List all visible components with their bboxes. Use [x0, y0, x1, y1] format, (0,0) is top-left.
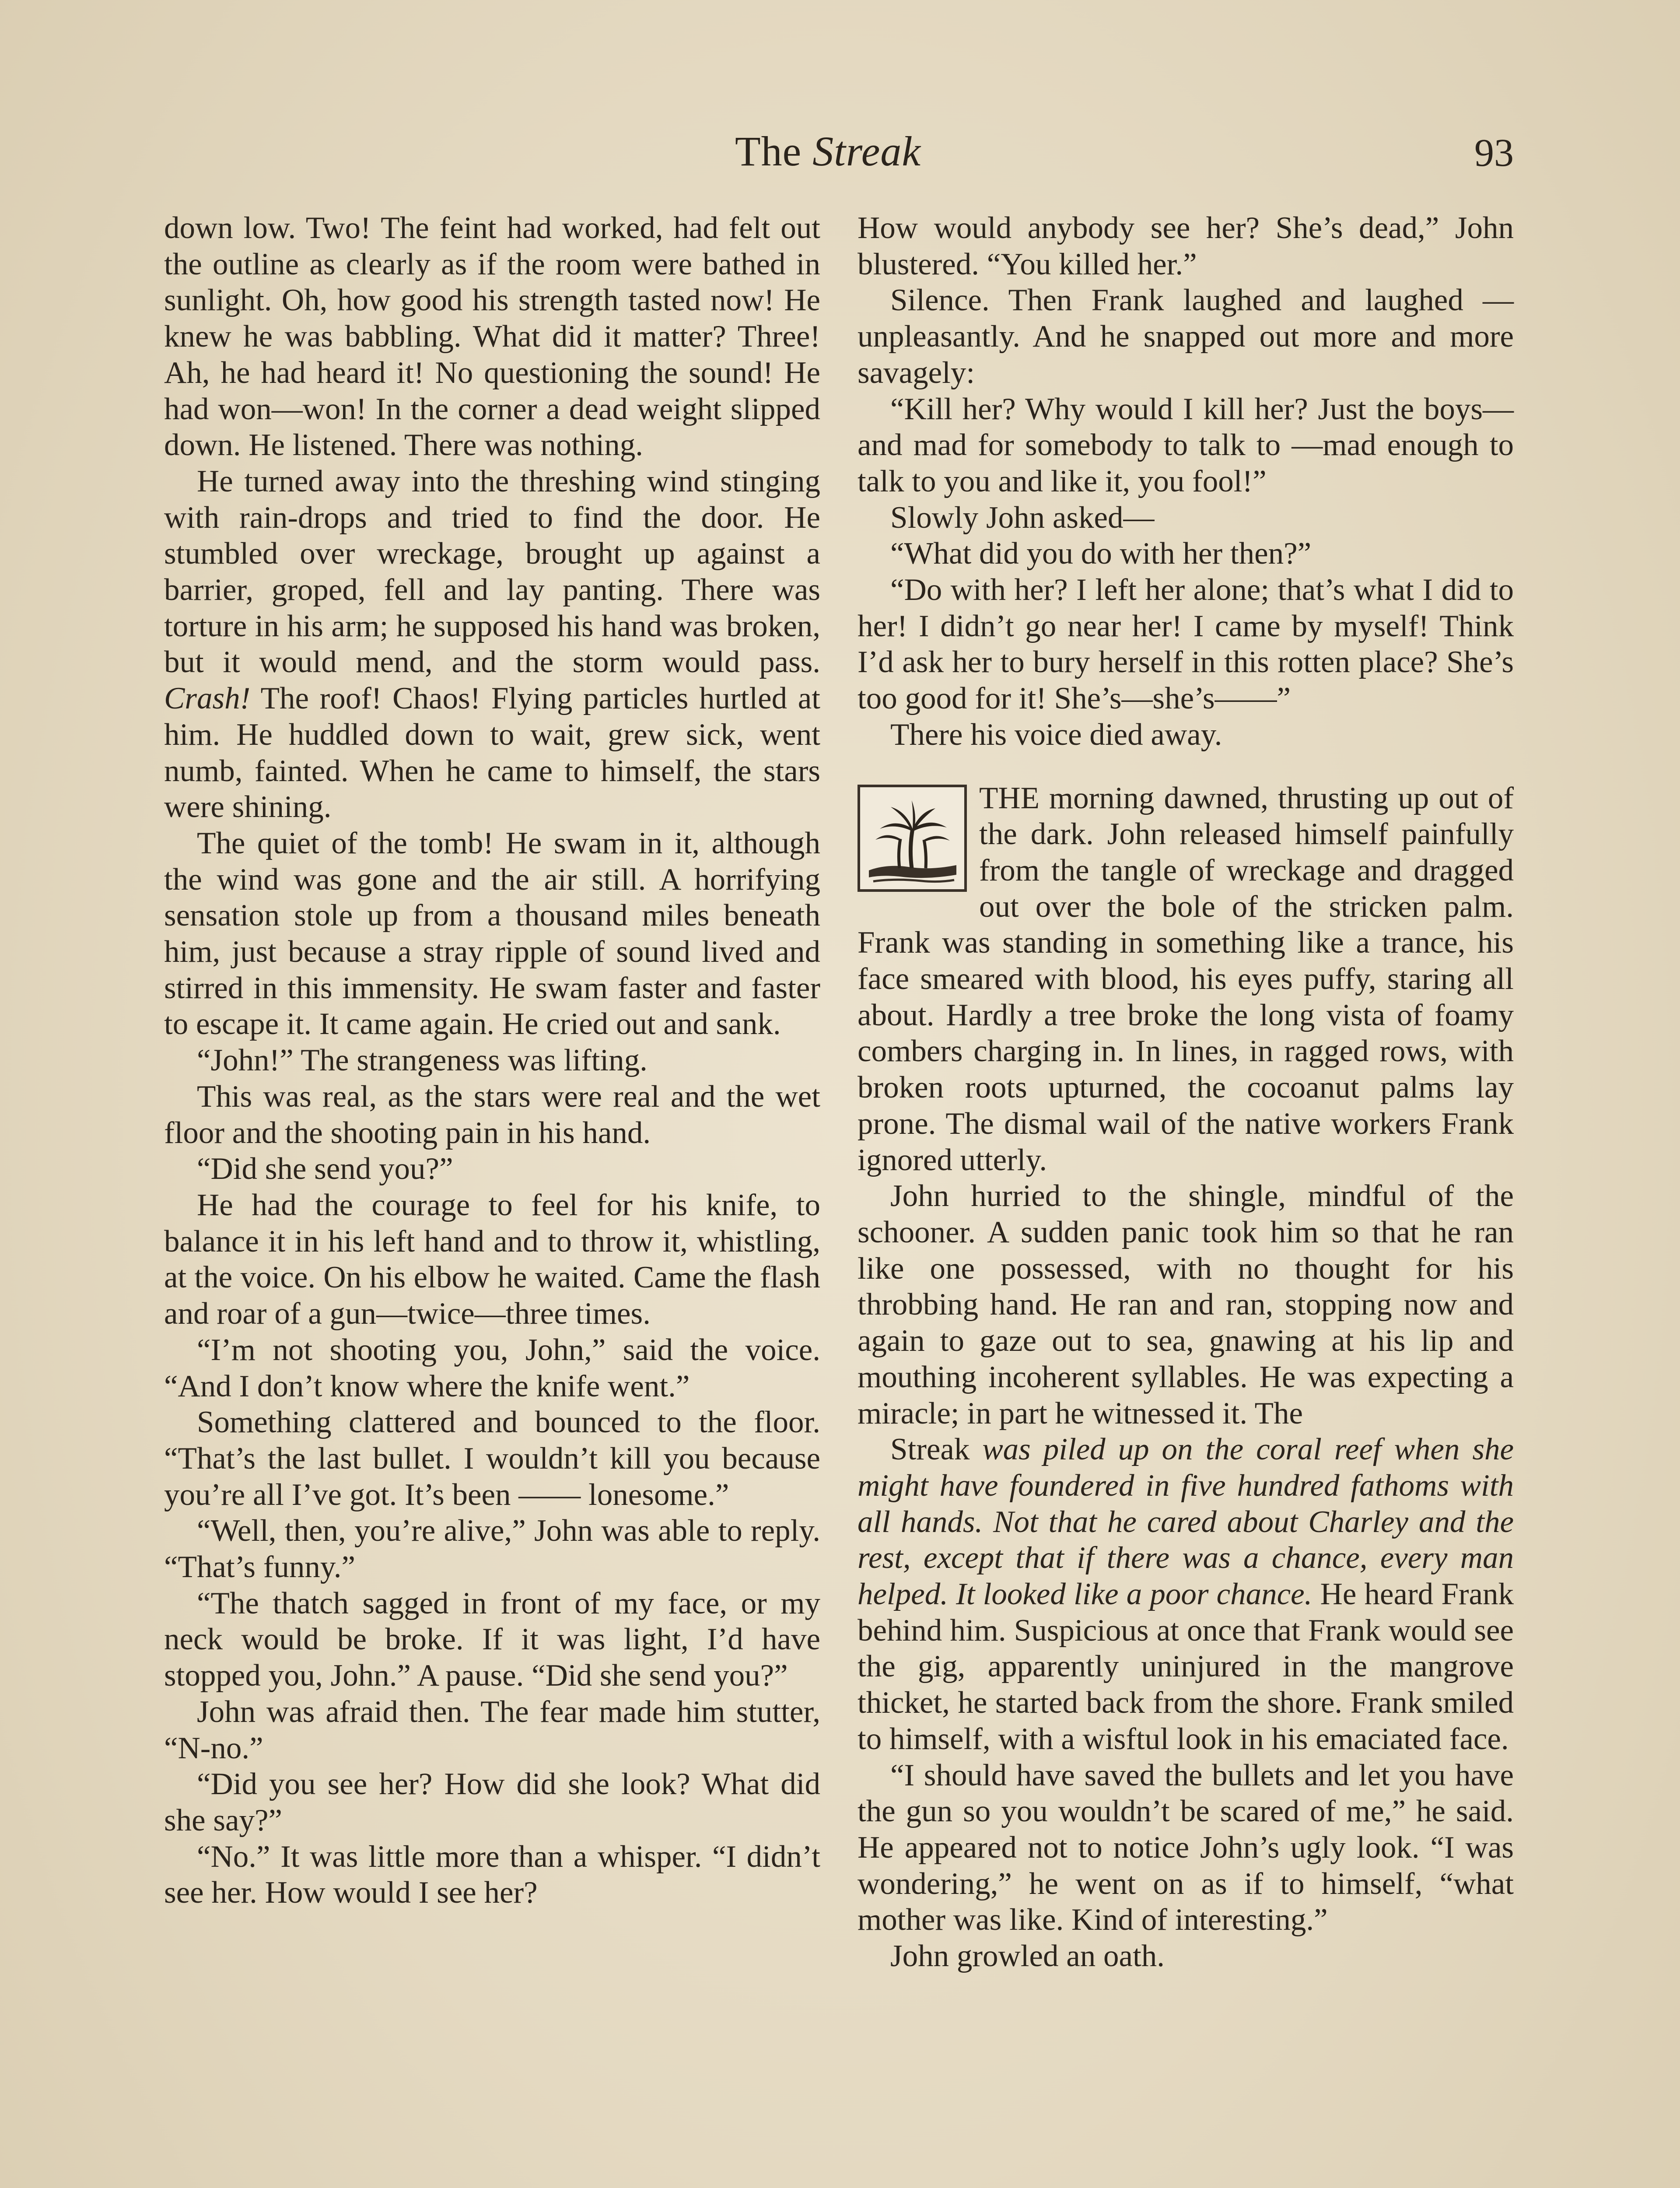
page-number: 93: [1474, 131, 1514, 175]
paragraph-text: He turned away into the threshing wind stinging with rain-drops and tried to find the door. He stumbled over wreckage, brought up against a barrier, groped, fell and lay panting. There was torture in his arm; he supposed his hand was broken, but it would mend, and the storm would pass.: [164, 464, 820, 680]
palm-tree-illustration: [860, 787, 964, 889]
paragraph: “Do with her? I left her alone; that’s what I did to her! I didn’t go near her! I came by myself! Think I’d ask her to bury herself in this rotten place? She’s too good for it! She’s—she’s——”: [858, 573, 1514, 716]
section-start: [858, 780, 1514, 1178]
paragraph: “The thatch sagged in front of my face, or my neck would be broke. If it was light, I’d have stopped you, John.” A pause. “Did she send you?”: [164, 1586, 820, 1693]
italic-word: was piled up on the coral reef when she might have foundered in five hundred fathoms with all hands. Not that he cared about Charley and the rest, except that if there was a chance, every man helped. It looked like a poor chance.: [858, 1432, 1514, 1612]
paragraph: John was afraid then. The fear made him stutter, “N-no.”: [164, 1694, 820, 1765]
running-title-streak: Streak: [812, 128, 921, 175]
paragraph: [164, 463, 820, 825]
paragraph: Silence. Then Frank laughed and laughed —unpleasantly. And he snapped out more and more savagely:: [858, 283, 1514, 390]
paragraph-text: The roof! Chaos! Flying particles hurtled at him. He huddled down to wait, grew sick, went numb, fainted. When he came to himself, the stars were shining.: [164, 681, 820, 824]
paragraph: [858, 1431, 1514, 1757]
paragraph: “What did you do with her then?”: [890, 536, 1312, 571]
paragraph: John hurried to the shingle, mindful of the schooner. A sudden panic took him so that he ran like one possessed, with no thought for his throbbing hand. He ran and ran, stopping now and again to gaze out to sea, gnawing at his lip and mouthing incoherent syllables. He was expecting a miracle; in part he witnessed it. The: [858, 1179, 1514, 1431]
paragraph: How would anybody see her? She’s dead,” John blustered. “You killed her.”: [858, 211, 1514, 281]
paragraph: “Did she send you?”: [197, 1152, 453, 1186]
italic-word: Crash!: [164, 681, 251, 716]
right-column: [858, 210, 1514, 1974]
paragraph: There his voice died away.: [890, 717, 1222, 752]
paragraph: down low. Two! The feint had worked, had felt out the outline as clearly as if the room were bathed in sunlight. Oh, how good his strength tasted now! He knew he was babbling. What did it matter? Three! Ah, he had heard it! No questioning the sound! He had won—won! In the corner a dead weight slipped down. He listened. There was nothing.: [164, 211, 820, 463]
paragraph-text: Streak: [890, 1432, 970, 1467]
paragraph: Something clattered and bounced to the floor. “That’s the last bullet. I wouldn’t kill you because you’re all I’ve got. It’s been —— lonesome.”: [164, 1405, 820, 1512]
paragraph: John growled an oath.: [890, 1939, 1165, 1974]
paragraph: THE morning dawned, thrusting up out of the dark. John released himself painfully from the tangle of wreckage and dragged out over the bole of the stricken palm. Frank was standing in something like a trance, his face smeared with blood, his eyes puffy, staring all about. Hardly a tree broke the long vista of foamy combers charging in. In lines, in ragged rows, with broken roots upturned, the cocoanut palms lay prone. The dismal wail of the native workers Frank ignored utterly.: [858, 781, 1514, 1177]
paragraph: “John!” The strangeness was lifting.: [197, 1043, 648, 1078]
running-title-the: The: [735, 128, 802, 175]
section-break: [858, 753, 1514, 780]
paragraph: “No.” It was little more than a whisper. “I didn’t see her. How would I see her?: [164, 1839, 820, 1910]
paragraph: The quiet of the tomb! He swam in it, although the wind was gone and the air still. A horrifying sensation stole up from a thousand miles beneath him, just because a stray ripple of sound lived and stirred in this immensity. He swam faster and faster to escape it. It came again. He cried out and sank.: [164, 826, 820, 1041]
left-column: [164, 210, 820, 1911]
paragraph: “Well, then, you’re alive,” John was able to reply. “That’s funny.”: [164, 1514, 820, 1585]
paragraph-text: He heard Frank behind him. Suspicious at once that Frank would see the gig, apparently uninjured in the mangrove thicket, he started back from the shore. Frank smiled to himself, with a wisftul look in his emaciated face.: [858, 1577, 1514, 1756]
paragraph: Slowly John asked—: [890, 500, 1155, 535]
paragraph: “Did you see her? How did she look? What did she say?”: [164, 1767, 820, 1837]
paragraph: “I should have saved the bullets and let you have the gun so you wouldn’t be scared of me,” he said. He appeared not to notice John’s ugly look. “I was wondering,” he went on as if to himself, “what mother was like. Kind of interesting.”: [858, 1758, 1514, 1937]
running-title: [735, 127, 921, 175]
paragraph: “I’m not shooting you, John,” said the voice. “And I don’t know where the knife went.”: [164, 1332, 820, 1403]
palm-tree-vignette-icon: [858, 785, 967, 892]
running-head: [0, 127, 1680, 179]
paragraph: This was real, as the stars were real and the wet floor and the shooting pain in his hand.: [164, 1079, 820, 1150]
paragraph: “Kill her? Why would I kill her? Just the boys—and mad for somebody to talk to —mad enough to talk to you and like it, you fool!”: [858, 392, 1514, 498]
paragraph: He had the courage to feel for his knife, to balance it in his left hand and to throw it, whistling, at the voice. On his elbow he waited. Came the flash and roar of a gun—twice—three times.: [164, 1188, 820, 1331]
